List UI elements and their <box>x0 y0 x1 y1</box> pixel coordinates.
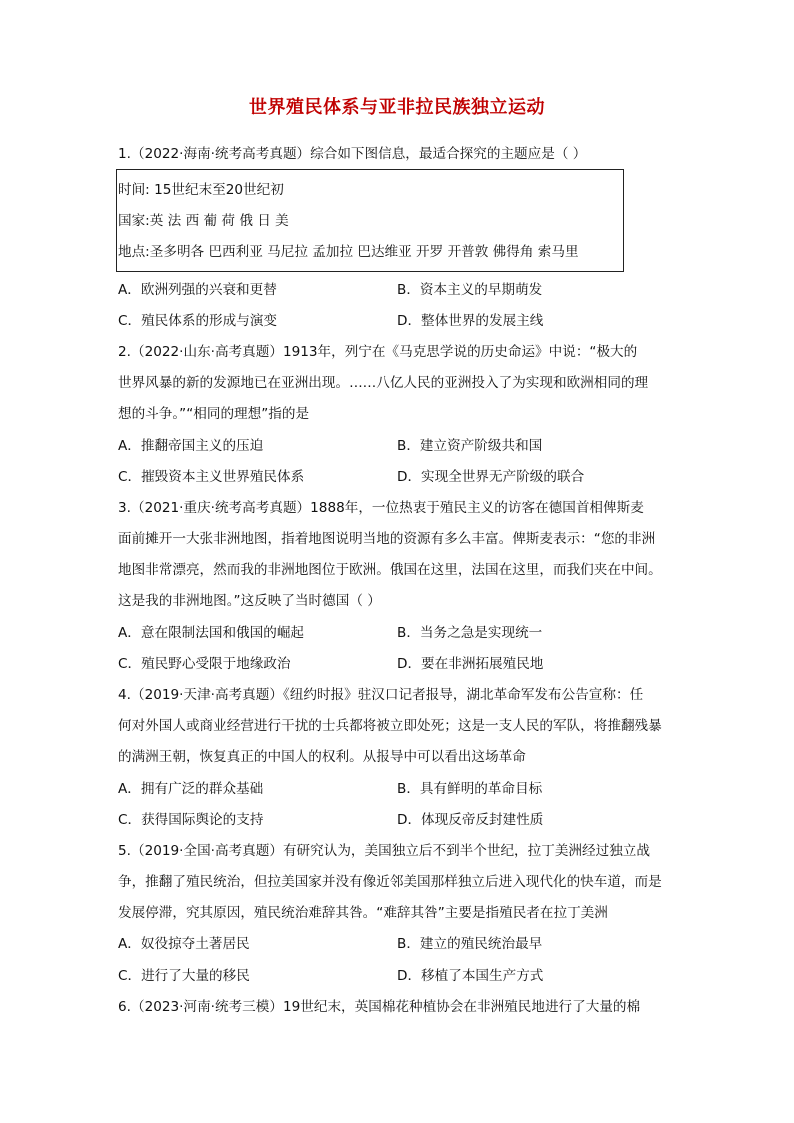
q3-option-d: D．要在非洲拓展殖民地 <box>397 656 544 672</box>
q5-stem-line: 发展停滞，究其原因，殖民统治难辞其咎。“难辞其咎”主要是指殖民者在拉丁美洲 <box>118 905 608 921</box>
q4-option-b: B．具有鲜明的革命目标 <box>397 781 543 797</box>
q4-option-a: A．拥有广泛的群众基础 <box>118 781 264 797</box>
q3-stem-line: 3.（2021·重庆·统考高考真题）1888年，一位热衷于殖民主义的访客在德国首相俾斯麦 <box>118 500 644 516</box>
q3-stem-line: 这是我的非洲地图。”这反映了当时德国（ ） <box>118 593 381 609</box>
q3-option-a: A．意在限制法国和俄国的崛起 <box>118 625 305 641</box>
q1-box-time: 时间: 15世纪末至20世纪初 <box>118 182 284 198</box>
q1-option-d: D．整体世界的发展主线 <box>397 313 544 329</box>
q5-stem-line: 争，推翻了殖民统治，但拉美国家并没有像近邻美国那样独立后进入现代化的快车道，而是 <box>118 874 662 890</box>
q4-stem-line: 何对外国人或商业经营进行干扰的士兵都将被立即处死；这是一支人民的军队，将推翻残暴 <box>118 718 662 734</box>
q2-option-d: D．实现全世界无产阶级的联合 <box>397 469 585 485</box>
q1-box-places: 地点:圣多明各 巴西利亚 马尼拉 孟加拉 巴达维亚 开罗 开普敦 佛得角 索马里 <box>118 244 579 260</box>
q5-option-c: C．进行了大量的移民 <box>118 968 250 984</box>
q5-option-b: B．建立的殖民统治最早 <box>397 936 543 952</box>
q1-option-b: B．资本主义的早期萌发 <box>397 282 543 298</box>
q5-option-d: D．移植了本国生产方式 <box>397 968 544 984</box>
q1-stem: 1.（2022·海南·统考高考真题）综合如下图信息，最适合探究的主题应是（ ） <box>118 146 587 162</box>
q3-stem-line: 面前摊开一大张非洲地图，指着地图说明当地的资源有多么丰富。俾斯麦表示：“您的非洲 <box>118 531 656 547</box>
q3-option-c: C．殖民野心受限于地缘政治 <box>118 656 291 672</box>
q2-option-b: B．建立资产阶级共和国 <box>397 438 543 454</box>
q5-option-a: A．奴役掠夺土著居民 <box>118 936 250 952</box>
q3-stem-line: 地图非常漂亮，然而我的非洲地图位于欧洲。俄国在这里，法国在这里，而我们夹在中间。 <box>118 562 662 578</box>
q1-option-c: C．殖民体系的形成与演变 <box>118 313 278 329</box>
q5-stem-line: 5.（2019·全国·高考真题）有研究认为，美国独立后不到半个世纪，拉丁美洲经过独立战 <box>118 843 650 859</box>
q2-stem-line: 世界风暴的新的发源地已在亚洲出现。……八亿人民的亚洲投入了为实现和欧洲相同的理 <box>118 375 649 391</box>
q2-option-a: A．推翻帝国主义的压迫 <box>118 438 264 454</box>
page-title: 世界殖民体系与亚非拉民族独立运动 <box>249 97 545 118</box>
q4-option-c: C．获得国际舆论的支持 <box>118 812 264 828</box>
q4-stem-line: 的满洲王朝，恢复真正的中国人的权利。从报导中可以看出这场革命 <box>118 749 526 765</box>
q6-stem-line: 6.（2023·河南·统考三模）19世纪末，英国棉花种植协会在非洲殖民地进行了大量的棉 <box>118 999 641 1015</box>
q4-option-d: D．体现反帝反封建性质 <box>397 812 544 828</box>
q3-option-b: B．当务之急是实现统一 <box>397 625 543 641</box>
q2-option-c: C．摧毁资本主义世界殖民体系 <box>118 469 305 485</box>
q2-stem-line: 想的斗争。”“相同的理想”指的是 <box>118 406 310 422</box>
q1-option-a: A．欧洲列强的兴衰和更替 <box>118 282 277 298</box>
q2-stem-line: 2.（2022·山东·高考真题）1913年，列宁在《马克思学说的历史命运》中说：“极大的 <box>118 344 638 360</box>
q1-box-countries: 国家:英 法 西 葡 荷 俄 日 美 <box>118 213 289 229</box>
q4-stem-line: 4.（2019·天津·高考真题）《纽约时报》驻汉口记者报导，湖北革命军发布公告宣称：任 <box>118 687 644 703</box>
